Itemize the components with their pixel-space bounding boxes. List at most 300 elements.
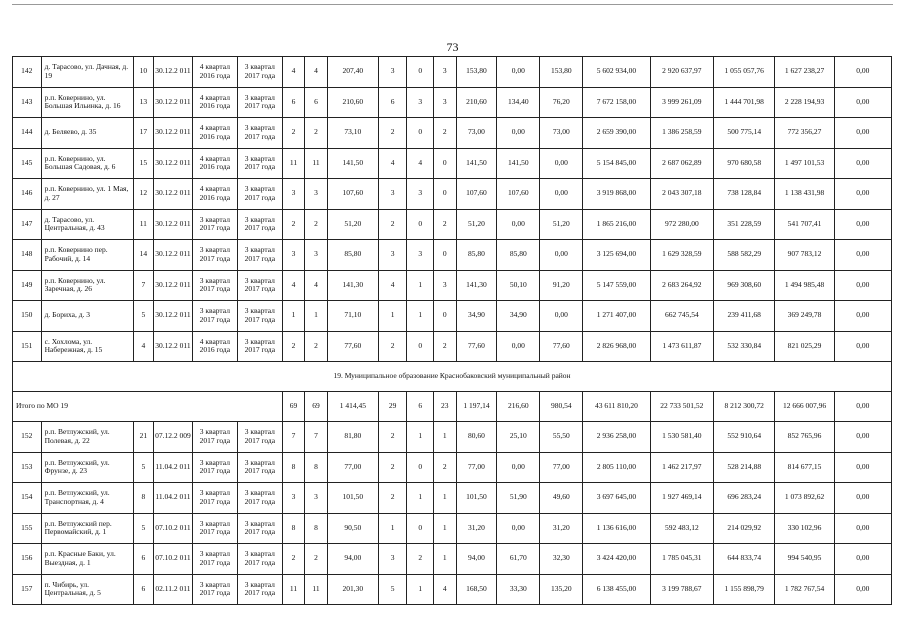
table-cell: 3 квартал 2017 года [237, 118, 282, 149]
table-cell: 0,00 [834, 148, 891, 179]
table-cell: 3 квартал 2017 года [192, 513, 237, 544]
table-cell: 77,60 [456, 331, 497, 362]
table-cell: 2 [407, 544, 434, 575]
table-cell: 107,60 [327, 179, 378, 210]
table-cell: 4 [378, 148, 407, 179]
table-cell: 3 квартал 2017 года [192, 574, 237, 605]
table-cell: 144 [13, 118, 42, 149]
table-cell: д. Тарасово, ул. Дачная, д. 19 [41, 57, 133, 88]
table-cell: 168,50 [456, 574, 497, 605]
table-row [13, 301, 892, 332]
table-cell: 969 308,60 [714, 270, 775, 301]
table-cell: 73,00 [456, 118, 497, 149]
table-cell: 3 [305, 179, 327, 210]
table-cell: 34,90 [497, 301, 540, 332]
table-cell: 145 [13, 148, 42, 179]
table-cell: 2 805 110,00 [583, 452, 650, 483]
table-row [13, 270, 892, 301]
total-cell: 12 666 007,96 [775, 392, 834, 422]
table-cell: 155 [13, 513, 42, 544]
table-cell: 821 025,29 [775, 331, 834, 362]
table-cell: 4 квартал 2016 года [192, 87, 237, 118]
table-cell: 51,20 [540, 209, 583, 240]
table-cell: 0,00 [834, 57, 891, 88]
table-cell: 552 910,64 [714, 422, 775, 453]
table-cell: 210,60 [456, 87, 497, 118]
table-cell: 11.04.2 011 [154, 483, 193, 514]
table-cell: 11 [305, 148, 327, 179]
table-cell: 351 228,59 [714, 209, 775, 240]
table-cell: 2 [282, 209, 304, 240]
table-cell: 3 квартал 2017 года [237, 483, 282, 514]
table-cell: 4 [305, 270, 327, 301]
table-cell: 201,30 [327, 574, 378, 605]
rows-after [13, 422, 892, 605]
table-cell: 500 775,14 [714, 118, 775, 149]
table-cell: 30.12.2 011 [154, 179, 193, 210]
table-cell: 1 629 328,59 [650, 240, 713, 271]
table-cell: 2 [378, 452, 407, 483]
table-cell: 0,00 [834, 270, 891, 301]
table-cell: 1 [434, 483, 456, 514]
table-cell: 1 444 701,98 [714, 87, 775, 118]
table-cell: 2 [305, 544, 327, 575]
table-cell: 3 квартал 2017 года [237, 422, 282, 453]
table-cell: 1 782 767,54 [775, 574, 834, 605]
table-cell: 0,00 [834, 301, 891, 332]
table-cell: 7 672 158,00 [583, 87, 650, 118]
table-cell: 4 [407, 148, 434, 179]
table-cell: 11 [282, 574, 304, 605]
total-cell: 6 [407, 392, 434, 422]
table-cell: 5 602 934,00 [583, 57, 650, 88]
table-cell: 154 [13, 483, 42, 514]
table-cell: 73,10 [327, 118, 378, 149]
table-cell: 61,70 [497, 544, 540, 575]
table-cell: 32,30 [540, 544, 583, 575]
table-cell: 85,80 [456, 240, 497, 271]
table-cell: 6 [305, 87, 327, 118]
table-cell: 8 [305, 513, 327, 544]
table-cell: 142 [13, 57, 42, 88]
table-cell: 0,00 [497, 118, 540, 149]
table-cell: 51,20 [327, 209, 378, 240]
table-cell: 0,00 [834, 179, 891, 210]
table-cell: 0 [434, 179, 456, 210]
table-cell: 11.04.2 011 [154, 452, 193, 483]
table-cell: 147 [13, 209, 42, 240]
table-cell: 2 [378, 118, 407, 149]
table-cell: 3 [282, 240, 304, 271]
table-cell: 3 квартал 2017 года [237, 57, 282, 88]
table-cell: 0,00 [834, 483, 891, 514]
table-cell: 3 квартал 2017 года [237, 574, 282, 605]
table-cell: 3 квартал 2017 года [192, 270, 237, 301]
table-cell: 4 квартал 2016 года [192, 331, 237, 362]
table-cell: 8 [133, 483, 153, 514]
table-cell: 14 [133, 240, 153, 271]
table-cell: 0,00 [540, 240, 583, 271]
table-cell: 3 [378, 544, 407, 575]
table-cell: 90,50 [327, 513, 378, 544]
table-cell: 85,80 [497, 240, 540, 271]
table-cell: 3 [434, 57, 456, 88]
table-cell: 7 [133, 270, 153, 301]
table-cell: 0,00 [834, 331, 891, 362]
table-cell: 1 530 581,40 [650, 422, 713, 453]
table-cell: 3 199 788,67 [650, 574, 713, 605]
table-cell: р.п. Красные Баки, ул. Выездная, д. 1 [41, 544, 133, 575]
table-cell: 3 квартал 2017 года [192, 483, 237, 514]
table-cell: 30.12.2 011 [154, 240, 193, 271]
table-row [13, 422, 892, 453]
table-cell: 2 043 307,18 [650, 179, 713, 210]
table-cell: 1 055 057,76 [714, 57, 775, 88]
table-cell: 5 154 845,00 [583, 148, 650, 179]
table-cell: 0 [434, 240, 456, 271]
table-cell: 30.12.2 011 [154, 148, 193, 179]
table-cell: 3 квартал 2017 года [192, 209, 237, 240]
table-cell: 3 999 261,09 [650, 87, 713, 118]
table-cell: 107,60 [497, 179, 540, 210]
table-cell: р.п. Ветлужский, ул. Фрунзе, д. 23 [41, 452, 133, 483]
table-cell: 15 [133, 148, 153, 179]
table-cell: 3 [282, 179, 304, 210]
table-cell: 2 [378, 483, 407, 514]
table-row [13, 544, 892, 575]
table-cell: 0,00 [497, 331, 540, 362]
table-cell: 207,40 [327, 57, 378, 88]
table-cell: 1 [407, 270, 434, 301]
table-cell: 1 [305, 301, 327, 332]
table-cell: 5 [133, 513, 153, 544]
table-cell: 3 квартал 2017 года [237, 331, 282, 362]
table-cell: 1 155 898,79 [714, 574, 775, 605]
table-cell: 30.12.2 011 [154, 57, 193, 88]
table-cell: 0,00 [834, 209, 891, 240]
total-cell: 22 733 501,52 [650, 392, 713, 422]
table-cell: р.п. Ветлужский, ул. Полевая, д. 22 [41, 422, 133, 453]
table-cell: 6 [133, 574, 153, 605]
table-cell: 3 квартал 2017 года [237, 544, 282, 575]
table-cell: 3 квартал 2017 года [192, 422, 237, 453]
rows-before [13, 57, 892, 362]
table-row [13, 209, 892, 240]
table-cell: 141,30 [327, 270, 378, 301]
table-cell: 152 [13, 422, 42, 453]
table-cell: 2 [282, 544, 304, 575]
table-cell: 3 [305, 483, 327, 514]
table-cell: 2 936 258,00 [583, 422, 650, 453]
table-cell: 972 280,00 [650, 209, 713, 240]
table-cell: 4 [305, 57, 327, 88]
table-cell: 150 [13, 301, 42, 332]
table-cell: 3 квартал 2017 года [237, 452, 282, 483]
table-cell: 0 [407, 452, 434, 483]
table-cell: 1 473 611,87 [650, 331, 713, 362]
table-cell: 134,40 [497, 87, 540, 118]
table-cell: 772 356,27 [775, 118, 834, 149]
table-cell: 3 424 420,00 [583, 544, 650, 575]
table-cell: 3 квартал 2017 года [237, 270, 282, 301]
top-rule [12, 4, 893, 5]
total-cell: 69 [305, 392, 327, 422]
table-cell: р.п. Ковернино, ул. Большая Ильинка, д. 16 [41, 87, 133, 118]
table-cell: 3 [407, 179, 434, 210]
table-row [13, 87, 892, 118]
table-cell: 0 [434, 301, 456, 332]
table-cell: 141,50 [497, 148, 540, 179]
table-cell: 1 073 892,62 [775, 483, 834, 514]
table-cell: 3 квартал 2017 года [237, 209, 282, 240]
table-cell: 0,00 [497, 209, 540, 240]
table-cell: 3 697 645,00 [583, 483, 650, 514]
total-cell: 216,60 [497, 392, 540, 422]
table-cell: 3 [407, 87, 434, 118]
table-cell: 13 [133, 87, 153, 118]
table-cell: 73,00 [540, 118, 583, 149]
table-cell: 1 [434, 422, 456, 453]
total-row [13, 392, 892, 422]
table-cell: п. Чибирь, ул. Центральная, д. 5 [41, 574, 133, 605]
page-number: 73 [446, 40, 459, 54]
table-cell: 4 [282, 270, 304, 301]
table-cell: 4 [282, 57, 304, 88]
table-cell: 07.12.2 009 [154, 422, 193, 453]
table-cell: 77,00 [327, 452, 378, 483]
table-cell: 7 [305, 422, 327, 453]
table-cell: 1 138 431,98 [775, 179, 834, 210]
housing-table [12, 56, 892, 605]
table-cell: 4 [434, 574, 456, 605]
total-label: Итого по МО 19 [13, 392, 283, 422]
table-cell: 588 582,29 [714, 240, 775, 271]
table-cell: 1 [434, 544, 456, 575]
table-cell: 0 [407, 57, 434, 88]
table-cell: 8 [282, 513, 304, 544]
table-cell: 1 [282, 301, 304, 332]
table-cell: 91,20 [540, 270, 583, 301]
table-cell: 4 [133, 331, 153, 362]
total-cell: 0,00 [834, 392, 891, 422]
table-cell: 141,50 [456, 148, 497, 179]
table-cell: 0 [434, 148, 456, 179]
table-cell: 94,00 [456, 544, 497, 575]
table-cell: 0,00 [540, 301, 583, 332]
table-cell: 85,80 [327, 240, 378, 271]
table-cell: 528 214,88 [714, 452, 775, 483]
table-cell: 8 [282, 452, 304, 483]
table-cell: 30.12.2 011 [154, 118, 193, 149]
table-cell: 94,00 [327, 544, 378, 575]
table-cell: р.п. Ковернино, ул. Заречная, д. 26 [41, 270, 133, 301]
table-cell: 2 826 968,00 [583, 331, 650, 362]
table-cell: 31,20 [540, 513, 583, 544]
table-row [13, 240, 892, 271]
section-row [13, 362, 892, 392]
table-cell: 814 677,15 [775, 452, 834, 483]
table-cell: 5 [133, 301, 153, 332]
table-cell: 2 659 390,00 [583, 118, 650, 149]
table-cell: 3 919 868,00 [583, 179, 650, 210]
table-cell: 25,10 [497, 422, 540, 453]
table-cell: 81,80 [327, 422, 378, 453]
table-row [13, 574, 892, 605]
table-cell: 2 683 264,92 [650, 270, 713, 301]
table-cell: 77,00 [456, 452, 497, 483]
table-cell: 6 138 455,00 [583, 574, 650, 605]
table-cell: 51,90 [497, 483, 540, 514]
table-cell: 0,00 [834, 240, 891, 271]
table-cell: 0,00 [540, 148, 583, 179]
table-cell: 148 [13, 240, 42, 271]
table-cell: 30.12.2 011 [154, 209, 193, 240]
table-cell: 3 125 694,00 [583, 240, 650, 271]
total-cell: 43 611 810,20 [583, 392, 650, 422]
table-cell: 532 330,84 [714, 331, 775, 362]
table-cell: 07.10.2 011 [154, 544, 193, 575]
table-cell: 541 707,41 [775, 209, 834, 240]
table-cell: 141,30 [456, 270, 497, 301]
table-cell: 07.10.2 011 [154, 513, 193, 544]
table-cell: р.п. Ветлужский пер. Первомайский, д. 1 [41, 513, 133, 544]
table-cell: 1 785 045,31 [650, 544, 713, 575]
table-cell: 4 квартал 2016 года [192, 148, 237, 179]
table-row [13, 148, 892, 179]
table-cell: 50,10 [497, 270, 540, 301]
table-cell: 6 [282, 87, 304, 118]
table-cell: 3 квартал 2017 года [192, 452, 237, 483]
table-cell: 970 680,58 [714, 148, 775, 179]
table-cell: 1 [407, 301, 434, 332]
table-row [13, 452, 892, 483]
table-cell: 239 411,68 [714, 301, 775, 332]
table-cell: 3 [378, 179, 407, 210]
table-cell: 3 квартал 2017 года [237, 301, 282, 332]
total-cell: 23 [434, 392, 456, 422]
table-cell: 369 249,78 [775, 301, 834, 332]
table-cell: 2 [378, 209, 407, 240]
table-cell: 1 [434, 513, 456, 544]
table-cell: 77,60 [327, 331, 378, 362]
table-cell: 0 [407, 118, 434, 149]
table-cell: 0,00 [497, 452, 540, 483]
table-cell: 696 283,24 [714, 483, 775, 514]
table-cell: 1 462 217,97 [650, 452, 713, 483]
table-cell: 907 783,12 [775, 240, 834, 271]
table-cell: 2 [305, 331, 327, 362]
table-cell: 12 [133, 179, 153, 210]
table-cell: 153,80 [540, 57, 583, 88]
table-cell: 1 [407, 574, 434, 605]
table-cell: 0,00 [834, 513, 891, 544]
table-cell: 1 136 616,00 [583, 513, 650, 544]
table-cell: 146 [13, 179, 42, 210]
table-cell: 852 765,96 [775, 422, 834, 453]
table-row [13, 331, 892, 362]
table-cell: 2 920 637,97 [650, 57, 713, 88]
table-cell: 210,60 [327, 87, 378, 118]
table-cell: р.п. Ковернино пер. Рабочий, д. 14 [41, 240, 133, 271]
total-cell: 69 [282, 392, 304, 422]
table-cell: 151 [13, 331, 42, 362]
table-cell: 0,00 [834, 574, 891, 605]
table-cell: 1 271 407,00 [583, 301, 650, 332]
table-cell: 30.12.2 011 [154, 270, 193, 301]
table-cell: 157 [13, 574, 42, 605]
table-cell: 1 [407, 483, 434, 514]
table-cell: 8 [305, 452, 327, 483]
table-cell: 2 687 062,89 [650, 148, 713, 179]
table-cell: 1 497 101,53 [775, 148, 834, 179]
table-cell: 77,00 [540, 452, 583, 483]
table-cell: 3 квартал 2017 года [237, 148, 282, 179]
table-cell: 0,00 [834, 544, 891, 575]
table-cell: д. Бориха, д. 3 [41, 301, 133, 332]
table-cell: 2 [305, 118, 327, 149]
table-cell: 3 [305, 240, 327, 271]
table-cell: 1 [378, 301, 407, 332]
table-cell: р.п. Ковернино, ул. Большая Садовая, д. 6 [41, 148, 133, 179]
table-cell: 55,50 [540, 422, 583, 453]
table-cell: 77,60 [540, 331, 583, 362]
table-cell: 30.12.2 011 [154, 331, 193, 362]
table-cell: р.п. Ветлужский, ул. Транспортная, д. 4 [41, 483, 133, 514]
total-cell: 8 212 300,72 [714, 392, 775, 422]
table-cell: 3 квартал 2017 года [237, 240, 282, 271]
total-cell: 980,54 [540, 392, 583, 422]
table-cell: 3 [407, 240, 434, 271]
table-cell: 3 [282, 483, 304, 514]
table-cell: 662 745,54 [650, 301, 713, 332]
table-cell: 3 квартал 2017 года [192, 240, 237, 271]
table-cell: 2 228 194,93 [775, 87, 834, 118]
table-cell: 02.11.2 011 [154, 574, 193, 605]
table-cell: 1 [407, 422, 434, 453]
table-cell: 10 [133, 57, 153, 88]
table-cell: 30.12.2 011 [154, 301, 193, 332]
table-cell: 1 386 258,59 [650, 118, 713, 149]
table-cell: 4 квартал 2016 года [192, 57, 237, 88]
table-cell: 107,60 [456, 179, 497, 210]
table-cell: 644 833,74 [714, 544, 775, 575]
table-cell: 34,90 [456, 301, 497, 332]
table-cell: 3 квартал 2017 года [237, 87, 282, 118]
table-cell: р.п. Ковернино, ул. 1 Мая, д. 27 [41, 179, 133, 210]
table-cell: 3 квартал 2017 года [237, 513, 282, 544]
table-cell: 0,00 [834, 118, 891, 149]
table-row [13, 57, 892, 88]
table-cell: 2 [282, 331, 304, 362]
table-cell: 149 [13, 270, 42, 301]
table-cell: 994 540,95 [775, 544, 834, 575]
table-cell: 592 483,12 [650, 513, 713, 544]
table-cell: 71,10 [327, 301, 378, 332]
table-cell: 2 [378, 331, 407, 362]
table-cell: 135,20 [540, 574, 583, 605]
table-cell: 11 [305, 574, 327, 605]
table-cell: 21 [133, 422, 153, 453]
table-cell: 33,30 [497, 574, 540, 605]
table-cell: 0,00 [834, 452, 891, 483]
section-title: 19. Муниципальное образование Краснобаковский муниципальный район [13, 362, 892, 392]
table-cell: д. Тарасово, ул. Центральная, д. 43 [41, 209, 133, 240]
total-cell: 1 197,14 [456, 392, 497, 422]
table-cell: 101,50 [456, 483, 497, 514]
table-cell: 31,20 [456, 513, 497, 544]
table-cell: 1 494 985,48 [775, 270, 834, 301]
table-cell: 214 029,92 [714, 513, 775, 544]
